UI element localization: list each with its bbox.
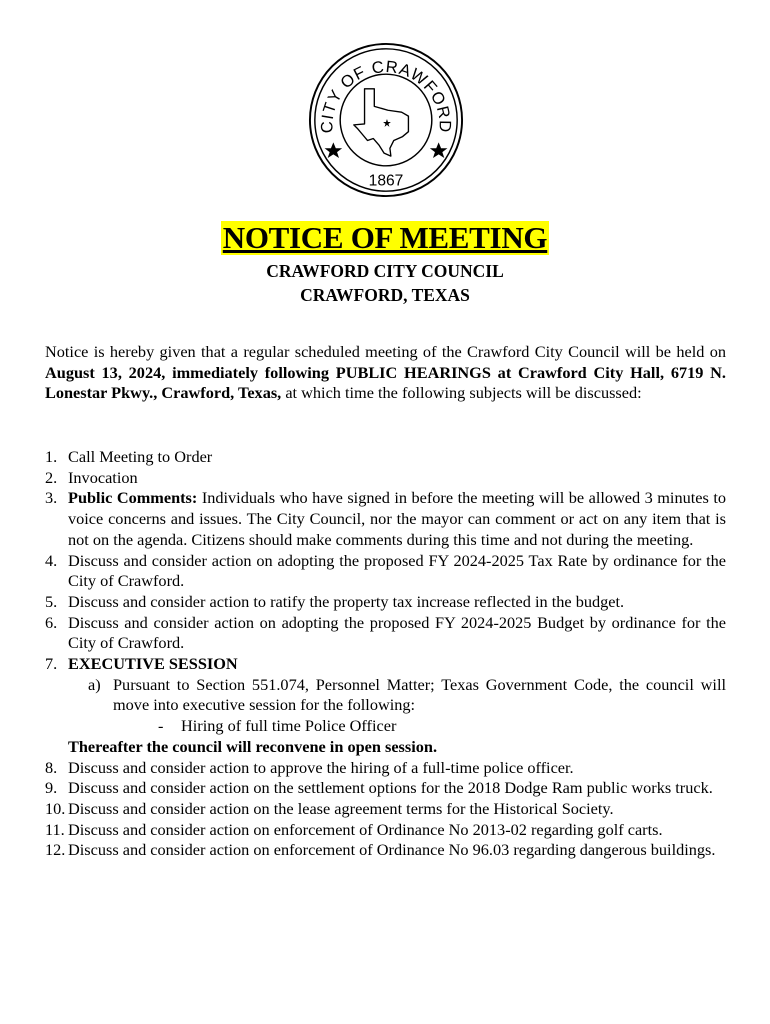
agenda-item-11 [45,820,726,841]
intro-paragraph [45,342,726,404]
seal-ring-text: CITY OF CRAWFORD [317,57,455,134]
item-text: Discuss and consider action to ratify the property tax increase reflected in the budget. [68,591,625,611]
council-name: CRAWFORD CITY COUNCIL [266,261,504,281]
city-seal [308,42,464,198]
agenda-item-4 [45,551,726,592]
item-text: Call Meeting to Order [68,447,213,466]
city-state: CRAWFORD, TEXAS [300,285,470,305]
item-number: 8. [45,757,58,777]
item-number: 2. [45,467,58,487]
item-number: 4. [45,550,58,570]
agenda-item-2 [45,468,726,489]
capital-star-icon [383,119,391,127]
intro-lead: Notice is hereby given that a regular scheduled meeting of the Crawford City Council will be held on [45,342,726,361]
agenda-item-3 [45,488,726,550]
seal-star-right-icon [430,142,448,158]
agenda-item-5 [45,592,726,613]
seal-year: 1867 [368,172,404,190]
agenda-item-9 [45,778,726,799]
agenda-item-6 [45,613,726,654]
item-text: Discuss and consider action on the settlement options for the 2018 Dodge Ram public works truck. [68,778,713,798]
item-text: Discuss and consider action on enforcement of Ordinance No 2013-02 regarding golf carts. [68,819,663,839]
bullet-text: Hiring of full time Police Officer [181,716,397,736]
item-number: 6. [45,612,58,632]
agenda-item-7 [45,654,726,675]
item-number: 5. [45,591,58,611]
agenda-item-8 [45,758,726,779]
intro-bold: August 13, 2024, immediately following PUBLIC HEARINGS at Crawford City Hall, 6719 N. Lonestar Pkwy., Crawford, Texas, [45,362,726,402]
agenda-item-1 [45,447,726,468]
agenda-bullet [45,716,726,737]
item-text: Individuals who have signed in before the meeting will be allowed 3 minutes to voice concerns and issues. The City Council, nor the mayor can comment or act on any item that is not on the agenda. Citizens should make comments during this time and not during the meeting. [68,488,726,549]
item-number: 12. [45,840,66,860]
item-number: 7. [45,654,58,674]
seal-star-left-icon [325,142,343,158]
agenda-subitem-7a [45,675,726,716]
item-text: Discuss and consider action on adopting the proposed FY 2024-2025 Budget by ordinance for the City of Crawford. [68,612,726,653]
item-text: Invocation [68,467,138,487]
item-number: 11. [45,819,65,839]
subitem-letter: a) [88,674,101,694]
item-number: 9. [45,778,58,798]
page-title: NOTICE OF MEETING [222,220,548,255]
agenda-item-12 [45,840,726,861]
texas-outline-icon [354,89,409,156]
item-number: 1. [45,447,58,466]
item-bold: Public Comments: [68,488,198,508]
agenda-list [45,447,726,861]
intro-tail: at which time the following subjects will be discussed: [285,383,642,402]
item-text: Discuss and consider action on adopting the proposed FY 2024-2025 Tax Rate by ordinance for the City of Crawford. [68,550,726,591]
item-bold: EXECUTIVE SESSION [68,654,238,674]
item-text: Discuss and consider action on the lease agreement terms for the Historical Society. [68,798,614,818]
agenda-item-10 [45,799,726,820]
item-number: 10. [45,798,66,818]
item-text: Discuss and consider action to approve the hiring of a full-time police officer. [68,757,574,777]
reconvene-note: Thereafter the council will reconvene in open session. [68,736,438,756]
item-text: Discuss and consider action on enforcement of Ordinance No 96.03 regarding dangerous buildings. [68,840,716,860]
item-number: 3. [45,488,58,508]
bullet-dash: - [158,716,164,736]
subitem-text: Pursuant to Section 551.074, Personnel Matter; Texas Government Code, the council will move into executive session for the following: [113,674,726,715]
